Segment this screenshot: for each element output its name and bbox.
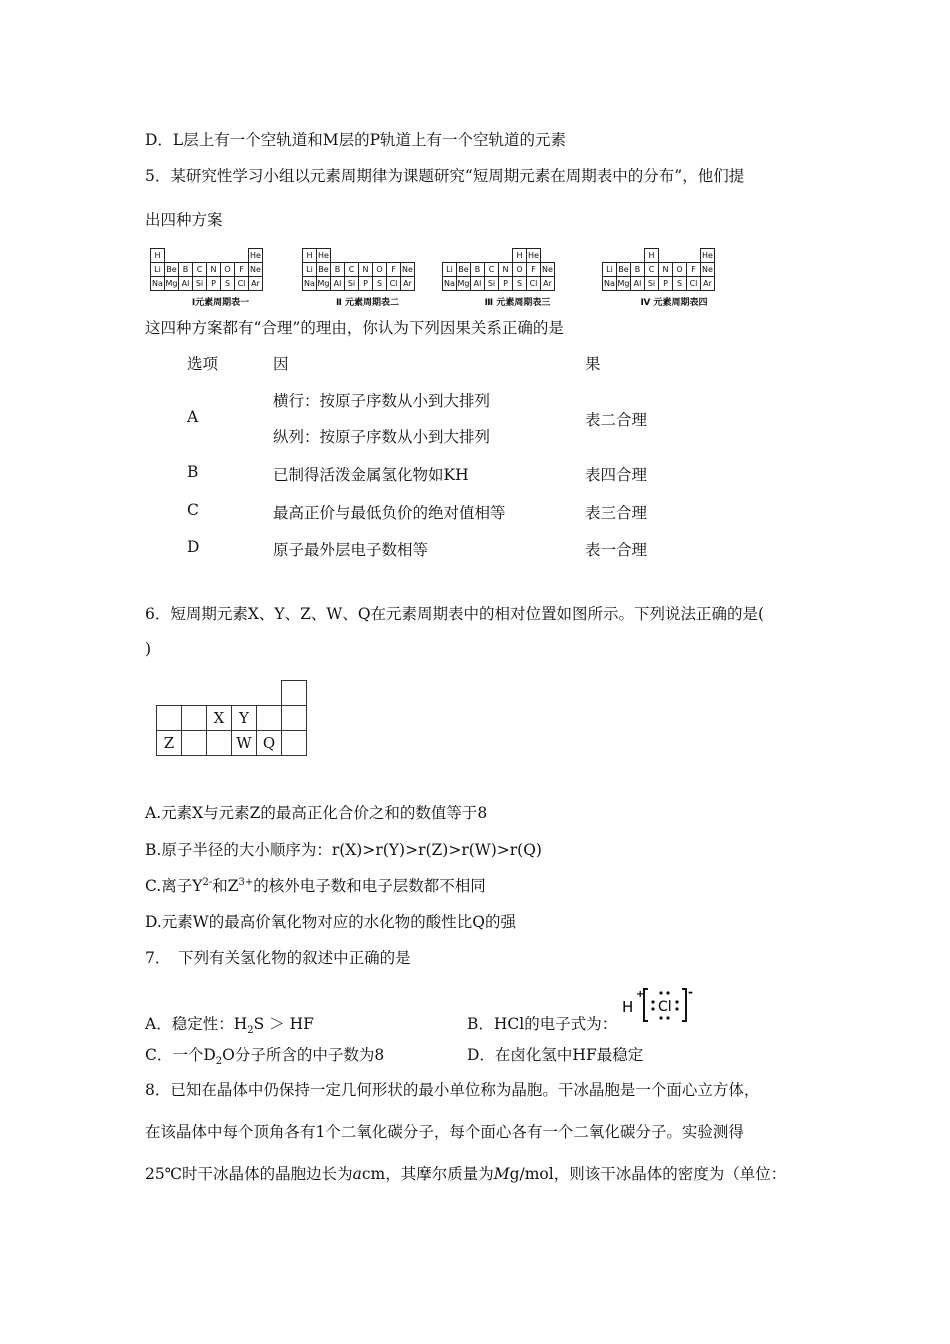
option-b-effect: 表四合理 (585, 466, 648, 484)
q6-option-a: A.元素X与元素Z的最高正化合价之和的数值等于8 (145, 804, 488, 822)
grid-cell (157, 706, 182, 731)
element-cell: Cl (235, 277, 249, 291)
grid-cell (282, 706, 307, 731)
element-cell: Li (603, 263, 617, 277)
q6-option-d: D.元素W的最高价氧化物对应的水化物的酸性比Q的强 (145, 913, 516, 931)
element-cell (359, 249, 373, 263)
periodic-table-3 (440, 240, 595, 308)
element-cell: Be (617, 263, 631, 277)
option-a-cause-2: 纵列：按原子序数从小到大排列 (273, 428, 491, 446)
mini-periodic-table (602, 248, 715, 291)
q7-option-b: B．HCl的电子式为： (467, 1015, 618, 1033)
electron-dot (651, 1000, 654, 1003)
option-d-cause: 原子最外层电子数相等 (273, 541, 429, 559)
right-bracket (682, 989, 686, 1021)
element-cell: P (359, 277, 373, 291)
element-cell: Si (485, 277, 499, 291)
element-cell (499, 249, 513, 263)
q5-stem-line1: 5．某研究性学习小组以元素周期律为课题研究“短周期元素在周期表中的分布”，他们提 (145, 167, 745, 185)
element-cell (617, 249, 631, 263)
option-a-cause-1: 横行：按原子序数从小到大排列 (273, 392, 491, 410)
element-cell: H (151, 249, 165, 263)
element-cell: P (659, 277, 673, 291)
element-cell: Si (345, 277, 359, 291)
element-cell: Li (303, 263, 317, 277)
element-cell: H (303, 249, 317, 263)
element-cell: F (235, 263, 249, 277)
element-cell: Cl (687, 277, 701, 291)
lewis-minus: - (688, 985, 693, 999)
q8-line3: 25℃时干冰晶体的晶胞边长为acm，其摩尔质量为Mg/mol，则该干冰晶体的密度为（单位： (145, 1165, 787, 1183)
element-cell: Li (443, 263, 457, 277)
grid-cell-q: Q (257, 731, 282, 756)
element-cell (221, 249, 235, 263)
element-cell (179, 249, 193, 263)
q5-question: 这四种方案都有“合理”的理由，你认为下列因果关系正确的是 (145, 319, 564, 337)
element-cell: Si (645, 277, 659, 291)
grid-cell-w: W (232, 731, 257, 756)
element-cell: Ne (401, 263, 415, 277)
element-cell: Mg (165, 277, 179, 291)
element-cell (457, 249, 471, 263)
grid-cell (182, 706, 207, 731)
electron-dot (675, 1007, 678, 1010)
element-cell (659, 249, 673, 263)
lewis-plus: + (636, 989, 645, 1000)
element-cell (331, 249, 345, 263)
element-cell: He (317, 249, 331, 263)
element-cell: Al (331, 277, 345, 291)
element-cell: Al (631, 277, 645, 291)
periodic-table-4 (600, 240, 748, 308)
option-b-cause: 已制得活泼金属氢化物如KH (273, 466, 469, 484)
grid-cell-x: X (207, 706, 232, 731)
element-cell (673, 249, 687, 263)
grid-cell-y: Y (232, 706, 257, 731)
electron-dot (651, 1007, 654, 1010)
option-d-key: D (187, 538, 200, 556)
q7-option-c: C．一个$D_2O$分子所含的中子数为8 (145, 1046, 385, 1068)
electron-dot (666, 1016, 669, 1019)
element-cell: S (373, 277, 387, 291)
table-caption: Ⅱ 元素周期表二 (335, 298, 400, 308)
element-cell: S (673, 277, 687, 291)
electron-dot (659, 991, 662, 994)
option-c-cause: 最高正价与最低负价的绝对值相等 (273, 504, 506, 522)
element-cell: Be (165, 263, 179, 277)
element-cell: P (499, 277, 513, 291)
element-cell (541, 249, 555, 263)
element-cell: N (207, 263, 221, 277)
element-cell (373, 249, 387, 263)
grid-cell (257, 706, 282, 731)
left-bracket (644, 989, 648, 1021)
q7-option-a: A．稳定性：$H_2S$ ＞ HF (145, 1015, 314, 1037)
element-cell (207, 249, 221, 263)
q8-line2: 在该晶体中每个顶角各有1个二氧化碳分子，每个面心各有一个二氧化碳分子。实验测得 (145, 1123, 744, 1141)
element-cell: Na (603, 277, 617, 291)
element-cell: F (527, 263, 541, 277)
q6-stem-line1: 6．短周期元素X、Y、Z、W、Q在元素周期表中的相对位置如图所示。下列说法正确的是( (145, 605, 765, 623)
element-position-grid (156, 680, 307, 756)
element-cell: Ne (541, 263, 555, 277)
periodic-table-1 (148, 240, 293, 308)
element-cell: Si (193, 277, 207, 291)
element-cell (235, 249, 249, 263)
element-cell: H (513, 249, 527, 263)
option-c-effect: 表三合理 (585, 504, 648, 522)
element-cell: B (631, 263, 645, 277)
periodic-table-2 (300, 240, 435, 308)
element-cell: P (207, 277, 221, 291)
option-c-key: C (187, 501, 199, 519)
element-cell: He (527, 249, 541, 263)
element-cell (471, 249, 485, 263)
q6-stem-line2: ) (145, 640, 152, 658)
element-cell: S (221, 277, 235, 291)
electron-dot (659, 1016, 662, 1019)
lewis-h: H (622, 998, 634, 1016)
q5-stem-line2: 出四种方案 (145, 211, 223, 229)
q8-line1: 8．已知在晶体中仍保持一定几何形状的最小单位称为晶胞。干冰晶胞是一个面心立方体， (145, 1081, 760, 1099)
q6-option-c: C.离子$Y^{2-}$和$Z^{3+}$的核外电子数和电子层数都不相同 (145, 876, 486, 895)
element-cell: H (645, 249, 659, 263)
element-cell: Mg (317, 277, 331, 291)
element-cell (485, 249, 499, 263)
grid-cell-top (282, 681, 307, 706)
header-cause: 因 (273, 355, 289, 373)
element-cell: B (179, 263, 193, 277)
element-cell: Ar (701, 277, 715, 291)
element-cell: He (249, 249, 263, 263)
option-a-effect: 表二合理 (585, 411, 648, 429)
table-caption: Ⅰ元素周期表一 (191, 298, 250, 308)
element-cell: S (513, 277, 527, 291)
element-cell (631, 249, 645, 263)
mini-periodic-table (442, 248, 555, 291)
element-cell: C (485, 263, 499, 277)
grid-cell (207, 731, 232, 756)
element-cell: Na (443, 277, 457, 291)
element-cell: C (345, 263, 359, 277)
element-cell: Al (179, 277, 193, 291)
element-cell: Ar (541, 277, 555, 291)
element-cell: B (331, 263, 345, 277)
header-effect: 果 (585, 355, 601, 373)
q4-option-d: D．L层上有一个空轨道和M层的P轨道上有一个空轨道的元素 (145, 131, 567, 149)
element-cell (165, 249, 179, 263)
element-cell: He (701, 249, 715, 263)
element-cell: O (221, 263, 235, 277)
element-cell: Li (151, 263, 165, 277)
element-cell: N (359, 263, 373, 277)
element-cell: Cl (387, 277, 401, 291)
element-cell: Na (151, 277, 165, 291)
grid-cell (282, 731, 307, 756)
hcl-electron-formula (620, 985, 700, 1025)
element-cell: N (659, 263, 673, 277)
element-cell: Ar (249, 277, 263, 291)
element-cell: B (471, 263, 485, 277)
table-caption: Ⅲ 元素周期表三 (484, 298, 551, 308)
q6-option-b: B.原子半径的大小顺序为：r(X)>r(Y)>r(Z)>r(W)>r(Q) (145, 841, 542, 859)
element-cell: O (513, 263, 527, 277)
element-cell: Mg (457, 277, 471, 291)
element-cell: Mg (617, 277, 631, 291)
lewis-cl: Cl (658, 999, 672, 1015)
element-cell: F (687, 263, 701, 277)
mini-periodic-table (302, 248, 415, 291)
element-cell: O (673, 263, 687, 277)
element-cell: Na (303, 277, 317, 291)
grid-cell (182, 731, 207, 756)
electron-dot (666, 991, 669, 994)
grid-cell-z: Z (157, 731, 182, 756)
element-cell: Be (317, 263, 331, 277)
element-cell: O (373, 263, 387, 277)
element-cell: N (499, 263, 513, 277)
electron-dot (675, 1000, 678, 1003)
element-cell (345, 249, 359, 263)
table-caption: Ⅳ 元素周期表四 (640, 298, 708, 308)
element-cell: Ne (701, 263, 715, 277)
element-cell (401, 249, 415, 263)
option-d-effect: 表一合理 (585, 541, 648, 559)
element-cell (687, 249, 701, 263)
q7-option-d: D．在卤化氢中HF最稳定 (467, 1046, 644, 1064)
option-a-key: A (187, 408, 199, 426)
option-b-key: B (187, 463, 199, 481)
element-cell: C (193, 263, 207, 277)
q7-stem: 7． 下列有关氢化物的叙述中正确的是 (145, 949, 411, 967)
element-cell (443, 249, 457, 263)
element-cell: Ar (401, 277, 415, 291)
header-option: 选项 (187, 355, 219, 373)
element-cell: Cl (527, 277, 541, 291)
element-cell: Be (457, 263, 471, 277)
element-cell (387, 249, 401, 263)
mini-periodic-table (150, 248, 263, 291)
element-cell: Al (471, 277, 485, 291)
element-cell: C (645, 263, 659, 277)
element-cell: F (387, 263, 401, 277)
element-cell: Ne (249, 263, 263, 277)
element-cell (193, 249, 207, 263)
element-cell (603, 249, 617, 263)
